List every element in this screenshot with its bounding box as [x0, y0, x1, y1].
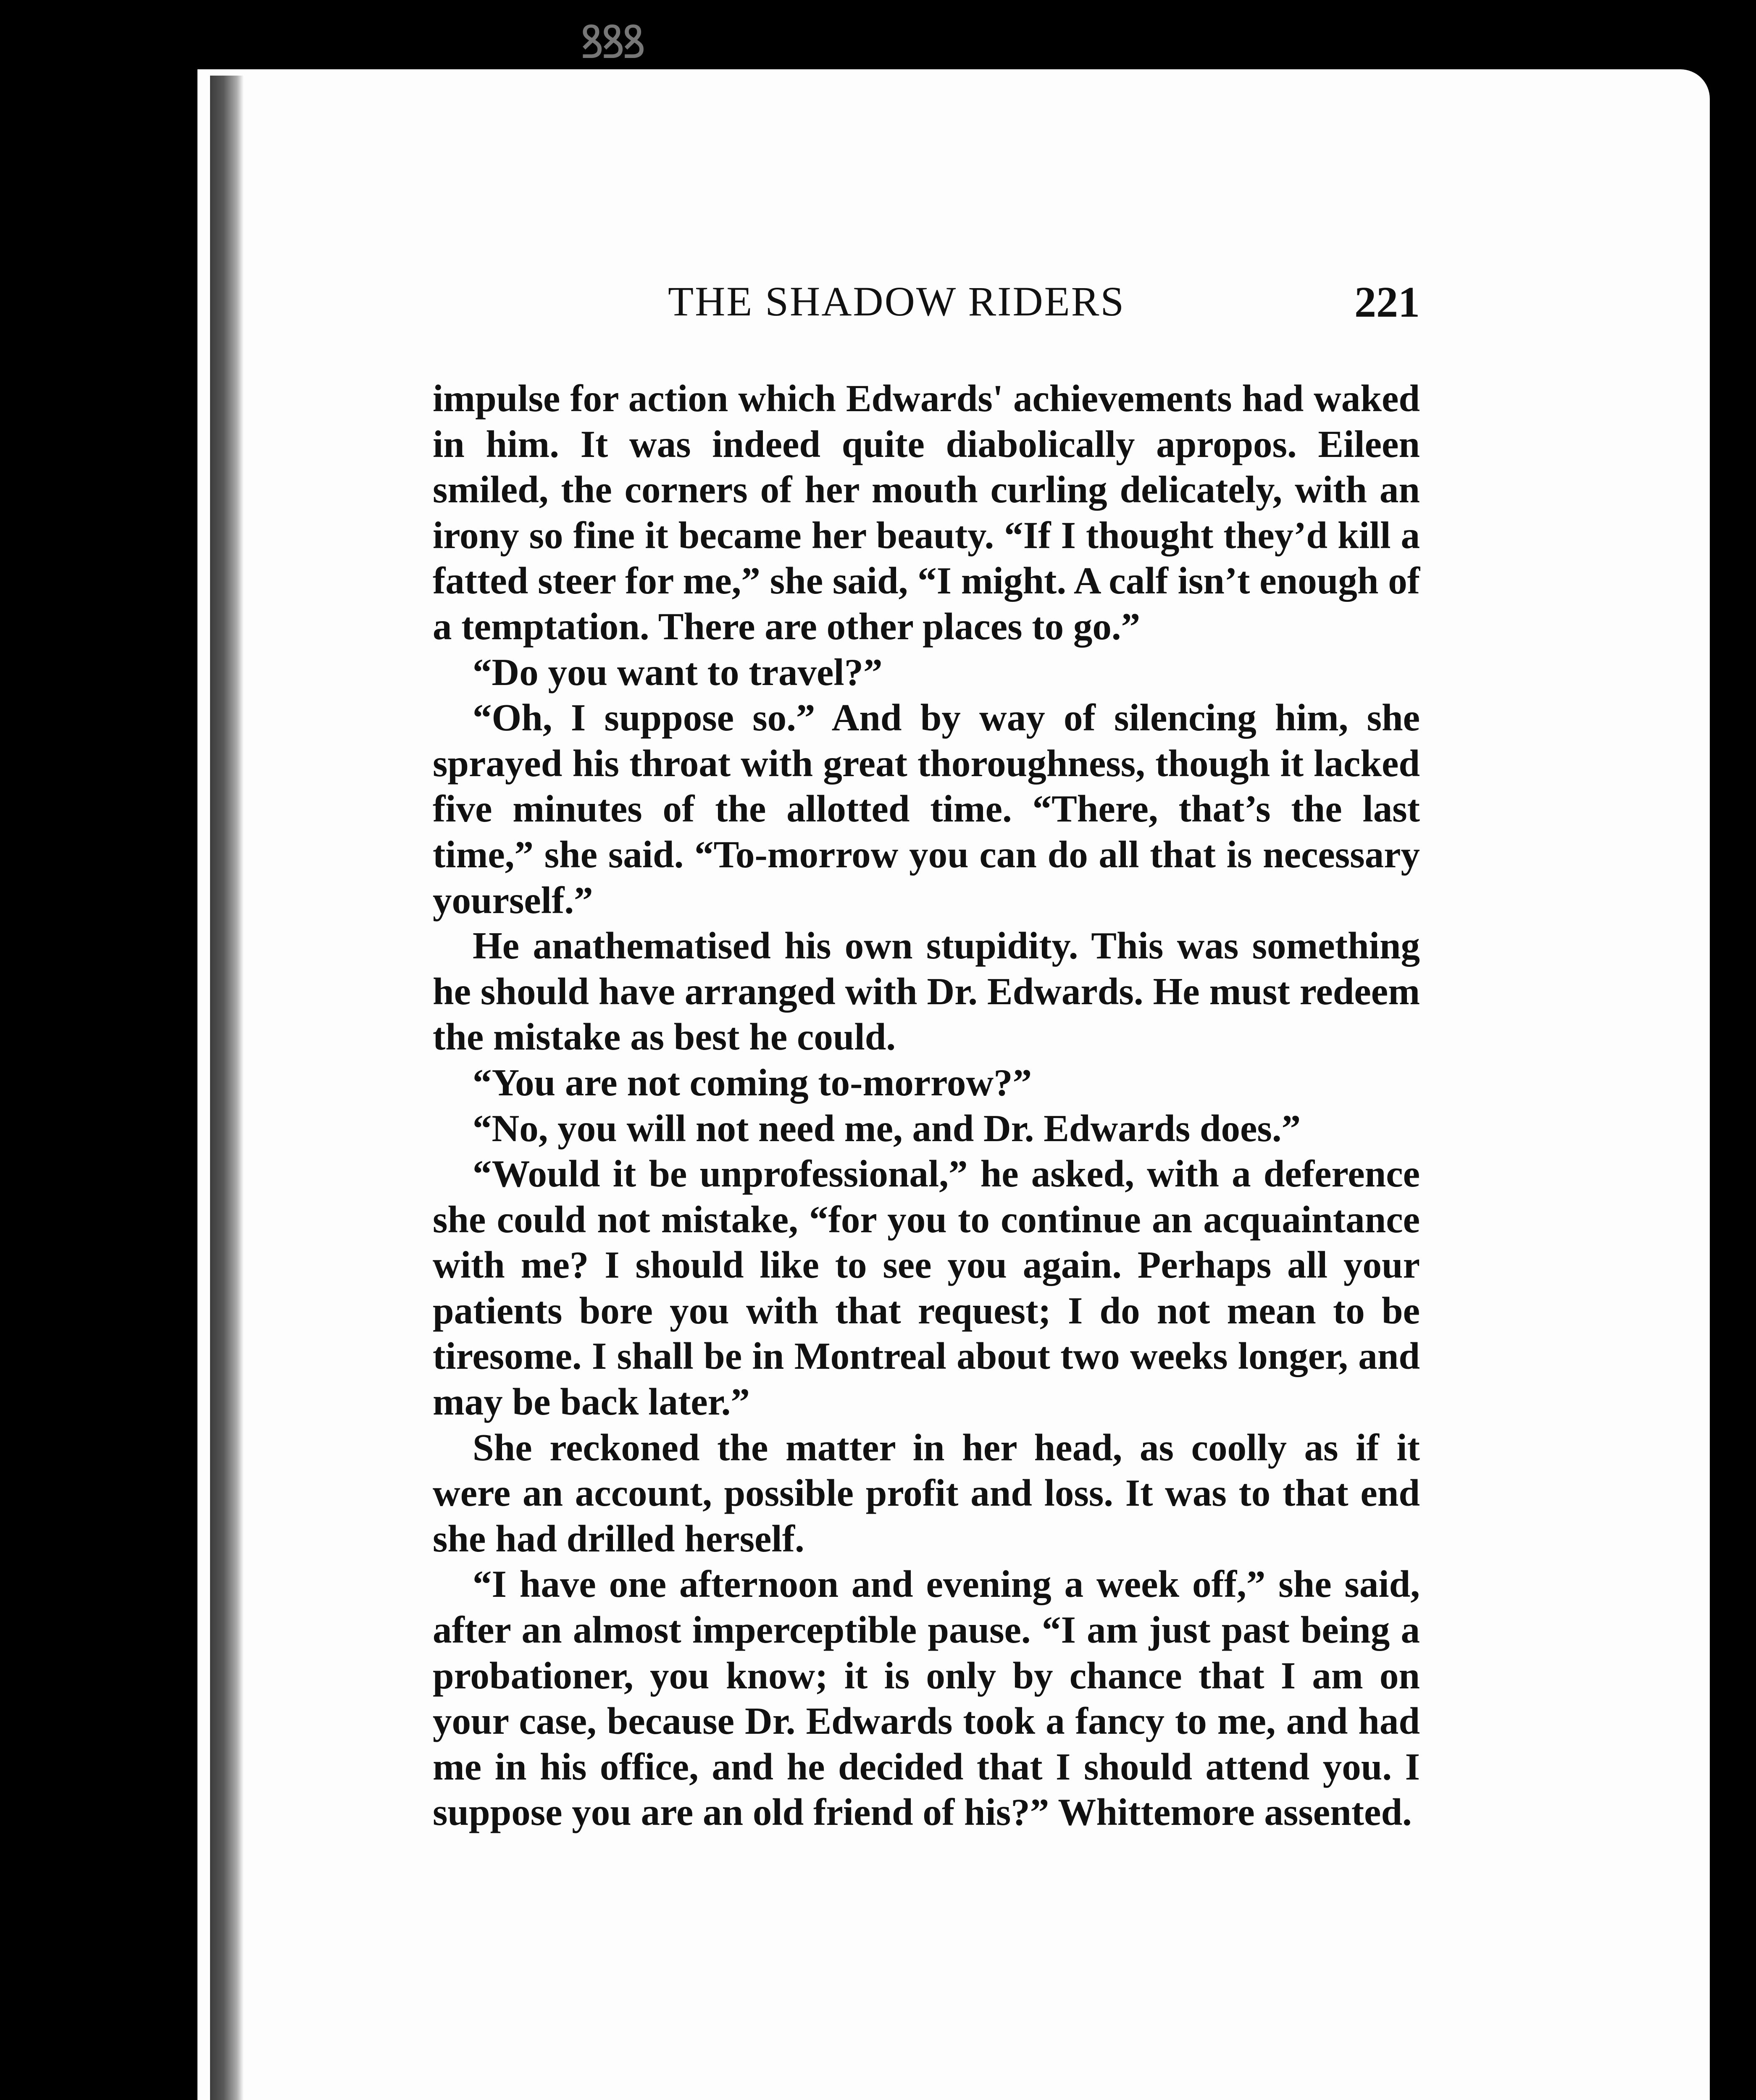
body-text — [433, 376, 1420, 1835]
paragraph: impulse for action which Edwards' achievements had waked in him. It was indeed quite diabolically apropos. Eileen smiled, the corners of her mouth curling delicately, with an irony so fine it became her beauty. “If I thought they’d kill a fatted steer for me,” she said, “I might. A calf isn’t enough of a temptation. There are other places to go.” — [433, 377, 1420, 648]
paragraph: “Would it be unprofessional,” he asked, with a deference she could not mistake, “for you to continue an acquaintance with me? I should like to see you again. Perhaps all your patients bore you with that request; I do not mean to be tiresome. I shall be in Montreal about two weeks longer, and may be back later.” — [433, 1152, 1420, 1423]
paragraph: She reckoned the matter in her head, as coolly as if it were an account, possible profit and loss. It was to that end she had drilled herself. — [433, 1426, 1420, 1560]
paragraph: “Oh, I suppose so.” And by way of silencing him, she sprayed his throat with great thoroughness, though it lacked five minutes of the allotted time. “There, that’s the last time,” she said. “To-morrow you can do all that is necessary yourself.” — [433, 696, 1420, 921]
paragraph: “Do you want to travel?” — [473, 651, 883, 693]
paragraph: “You are not coming to-morrow?” — [473, 1061, 1032, 1104]
running-title: THE SHADOW RIDERS — [668, 278, 1125, 325]
paragraph: “No, you will not need me, and Dr. Edwards does.” — [473, 1107, 1301, 1150]
pencil-scribble-mark: ꝸꝸꝸ — [580, 15, 643, 69]
page-gutter-shadow — [210, 76, 244, 2100]
paragraph: “I have one afternoon and evening a week off,” she said, after an almost imperceptible pause. “I am just past being a probationer, you know; it is only by chance that I am on your case, because Dr. Edwards took a fancy to me, and had me in his office, and he decided that I should attend you. I suppose you are an old friend of his?” Whittemore assented. — [433, 1563, 1420, 1834]
running-head — [433, 277, 1420, 336]
page-number: 221 — [1354, 278, 1420, 326]
paragraph: He anathematised his own stupidity. This was something he should have arranged with Dr. Edwards. He must redeem the mistake as best he could. — [433, 924, 1420, 1058]
